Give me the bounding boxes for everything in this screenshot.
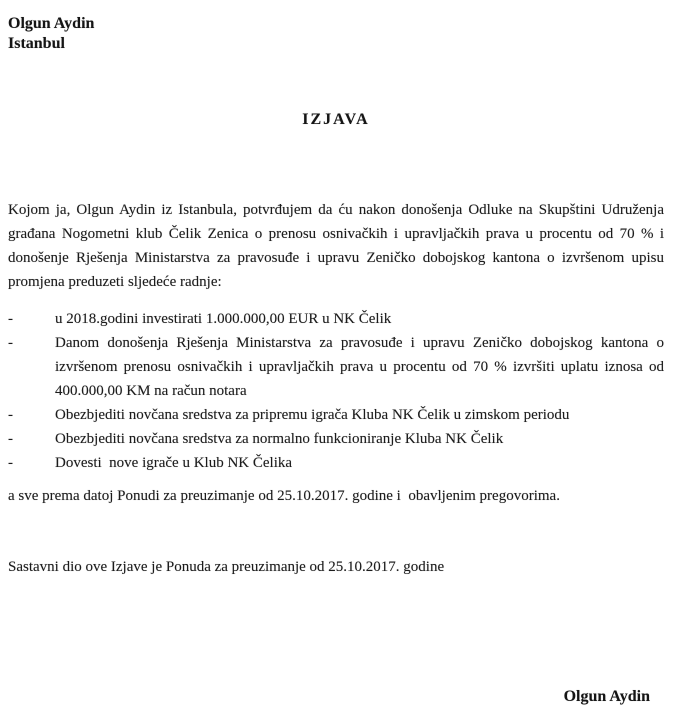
dash-bullet: - [8, 335, 13, 351]
list-item [8, 451, 664, 475]
dash-bullet: - [8, 311, 13, 327]
signature-name: Olgun Aydin [563, 688, 650, 705]
list-item [8, 307, 664, 331]
list-item [8, 331, 668, 403]
list-item-text: Danom donošenja Rješenja Ministarstva za pravosuđe i upravu Zeničko dobojskog kantona o izvršenom prenosu osnivačkih i upravljačkih prava u procentu od 70 % izvršiti uplatu iznosa od 400.000,00 KM na račun notara [55, 335, 668, 399]
attachment-paragraph: Sastavni dio ove Izjave je Ponuda za preuzimanje od 25.10.2017. godine [8, 559, 445, 575]
list-item-text: Dovesti nove igrače u Klub NK Čelika [55, 455, 293, 471]
commitments-list [8, 307, 668, 475]
list-item-text: u 2018.godini investirati 1.000.000,00 EUR u NK Čelik [55, 311, 392, 327]
intro-paragraph: Kojom ja, Olgun Aydin iz Istanbula, potvrđujem da ću nakon donošenja Odluke na Skupštini Udruženja građana Nogometni klub Čelik Zenica o prenosu osnivačkih i upravljačkih prava u procentu od 70 % i donošenje Rješenja Ministarstva za pravosuđe i upravu Zeničko dobojskog kantona o izvršenom upisu promjena preduzeti sljedeće radnje: [8, 202, 668, 290]
document-title: IZJAVA [302, 111, 370, 128]
closing-paragraph: a sve prema datoj Ponudi za preuzimanje od 25.10.2017. godine i obavljenim pregovorima. [8, 488, 560, 504]
dash-bullet: - [8, 407, 13, 423]
author-name: Olgun Aydin [8, 15, 95, 32]
list-item-text: Obezbjediti novčana sredstva za pripremu igrača Kluba NK Čelik u zimskom periodu [55, 407, 570, 423]
list-item [8, 427, 664, 451]
dash-bullet: - [8, 455, 13, 471]
list-item [8, 403, 664, 427]
document-header [8, 14, 664, 54]
dash-bullet: - [8, 431, 13, 447]
list-item-text: Obezbjediti novčana sredstva za normalno funkcioniranje Kluba NK Čelik [55, 431, 504, 447]
author-city: Istanbul [8, 35, 65, 52]
